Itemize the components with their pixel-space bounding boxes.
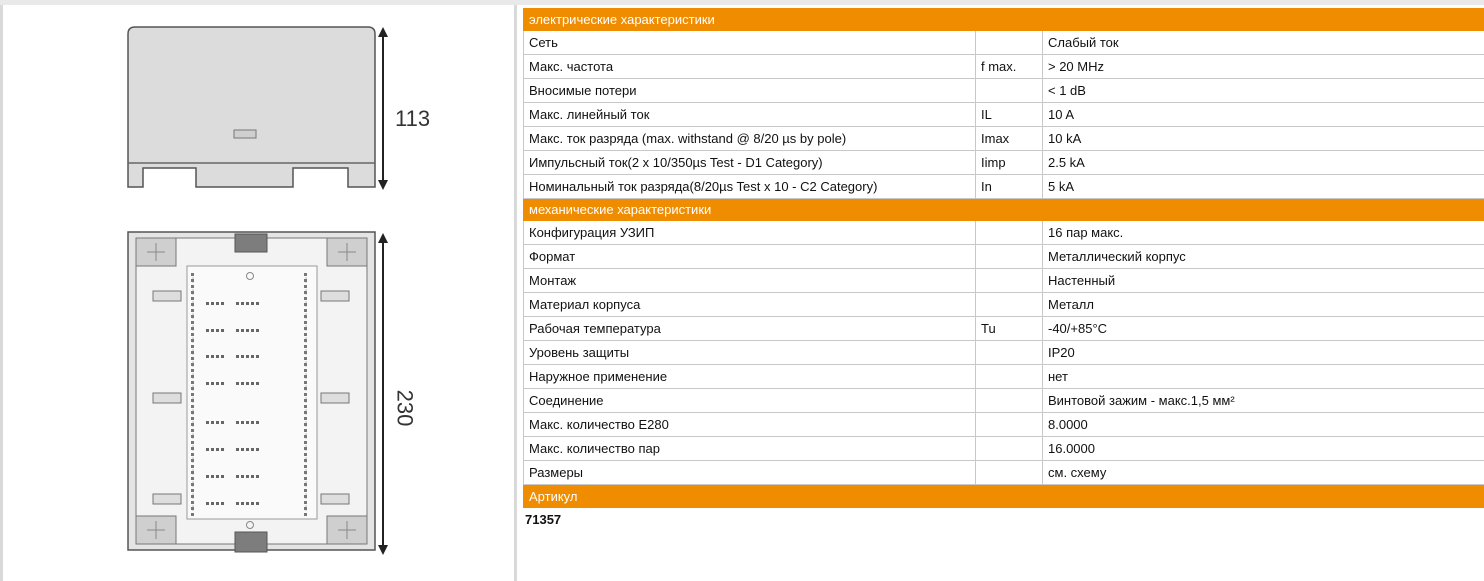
article-number: 71357 xyxy=(525,512,562,527)
spec-label: Сеть xyxy=(524,31,976,55)
board-edge-pin xyxy=(191,321,194,324)
spec-row xyxy=(524,413,1484,437)
terminal-dot xyxy=(256,382,259,385)
terminal-dot xyxy=(216,382,219,385)
terminal-dot xyxy=(236,302,239,305)
terminal-dot xyxy=(241,382,244,385)
board-edge-pin xyxy=(304,291,307,294)
spec-symbol xyxy=(976,389,1043,413)
board-edge-pin xyxy=(191,495,194,498)
terminal-dot xyxy=(241,448,244,451)
board-edge-pin xyxy=(191,393,194,396)
board-edge-pin xyxy=(304,477,307,480)
board-edge-pin xyxy=(191,285,194,288)
board-edge-pin xyxy=(191,501,194,504)
board-edge-pin xyxy=(304,435,307,438)
terminal-dot xyxy=(246,421,249,424)
spec-value: < 1 dB xyxy=(1043,79,1484,103)
spec-label: Вносимые потери xyxy=(524,79,976,103)
terminal-dot xyxy=(246,475,249,478)
board-edge-pin xyxy=(191,387,194,390)
board-edge-pin xyxy=(304,393,307,396)
spec-symbol xyxy=(976,461,1043,485)
drawing-panel xyxy=(0,5,517,581)
board-edge-pin xyxy=(304,483,307,486)
spec-row xyxy=(524,437,1484,461)
board-edge-pin xyxy=(304,459,307,462)
terminal-dot xyxy=(211,355,214,358)
spec-symbol xyxy=(976,293,1043,317)
board-edge-pin xyxy=(191,471,194,474)
spec-symbol: In xyxy=(976,175,1043,199)
article-title: Артикул xyxy=(524,486,1484,508)
terminal-dot xyxy=(236,421,239,424)
terminal-dot xyxy=(211,448,214,451)
board-edge-pin xyxy=(191,297,194,300)
board-edge-pin xyxy=(191,339,194,342)
board-edge-pin xyxy=(304,471,307,474)
spec-label: Макс. частота xyxy=(524,55,976,79)
terminal-dot xyxy=(256,302,259,305)
section-header xyxy=(524,9,1484,31)
spec-label: Уровень защиты xyxy=(524,341,976,365)
terminal-dot xyxy=(236,448,239,451)
board-edge-pin xyxy=(191,405,194,408)
board-edge-pin xyxy=(191,411,194,414)
spec-symbol: Iimp xyxy=(976,151,1043,175)
terminal-dot xyxy=(216,329,219,332)
section-header xyxy=(524,199,1484,221)
spec-table-container xyxy=(523,8,1484,534)
board-edge-pin xyxy=(191,351,194,354)
terminal-dot xyxy=(216,355,219,358)
terminal-dot xyxy=(251,421,254,424)
board-edge-pin xyxy=(191,453,194,456)
terminal-dot xyxy=(256,329,259,332)
spec-label: Размеры xyxy=(524,461,976,485)
spec-row xyxy=(524,341,1484,365)
terminal-dot xyxy=(236,475,239,478)
board-edge-pin xyxy=(304,315,307,318)
terminal-dot xyxy=(216,302,219,305)
terminal-dot xyxy=(221,329,224,332)
spec-table xyxy=(523,8,1484,485)
board-edge-pin xyxy=(304,441,307,444)
board-edge-pin xyxy=(191,303,194,306)
spec-row xyxy=(524,317,1484,341)
terminal-dot xyxy=(211,421,214,424)
board-edge-pin xyxy=(191,447,194,450)
board-edge-pin xyxy=(191,441,194,444)
board-edge-pin xyxy=(191,279,194,282)
board-edge-pin xyxy=(191,489,194,492)
board-edge-pin xyxy=(191,309,194,312)
board-edge-pin xyxy=(304,375,307,378)
spec-value: Слабый ток xyxy=(1043,31,1484,55)
terminal-dot xyxy=(221,302,224,305)
terminal-dot xyxy=(251,475,254,478)
section-title: механические характеристики xyxy=(524,199,1484,221)
terminal-dot xyxy=(241,329,244,332)
board-edge-pin xyxy=(191,291,194,294)
spec-value: 10 kA xyxy=(1043,127,1484,151)
board-edge-pin xyxy=(191,399,194,402)
board-edge-pin xyxy=(191,513,194,516)
spec-label: Конфигурация УЗИП xyxy=(524,221,976,245)
spec-value: 2.5 kA xyxy=(1043,151,1484,175)
spec-symbol xyxy=(976,221,1043,245)
terminal-dot xyxy=(206,329,209,332)
terminal-dot xyxy=(256,355,259,358)
board-edge-pin xyxy=(191,483,194,486)
board-edge-pin xyxy=(304,357,307,360)
spec-value: 5 kA xyxy=(1043,175,1484,199)
spec-label: Рабочая температура xyxy=(524,317,976,341)
terminal-dot xyxy=(251,329,254,332)
board-edge-pin xyxy=(191,369,194,372)
board-edge-pin xyxy=(304,417,307,420)
terminal-dot xyxy=(246,355,249,358)
front-view-drawing xyxy=(128,232,388,555)
terminal-dot xyxy=(216,448,219,451)
terminal-dot xyxy=(221,382,224,385)
spec-label: Макс. линейный ток xyxy=(524,103,976,127)
terminal-dot xyxy=(221,355,224,358)
terminal-dot xyxy=(236,355,239,358)
board-edge-pin xyxy=(191,363,194,366)
board-edge-pin xyxy=(304,513,307,516)
board-edge-pin xyxy=(191,327,194,330)
board-edge-pin xyxy=(191,333,194,336)
top-view-drawing xyxy=(128,27,388,190)
board-edge-pin xyxy=(191,357,194,360)
terminal-dot xyxy=(246,382,249,385)
board-edge-pin xyxy=(304,327,307,330)
spec-row xyxy=(524,175,1484,199)
spec-symbol xyxy=(976,269,1043,293)
board-edge-pin xyxy=(191,435,194,438)
spec-row xyxy=(524,293,1484,317)
board-edge-pin xyxy=(304,369,307,372)
spec-value: 16 пар макс. xyxy=(1043,221,1484,245)
board-edge-pin xyxy=(191,417,194,420)
spec-row xyxy=(524,103,1484,127)
board-edge-pin xyxy=(304,363,307,366)
spec-symbol xyxy=(976,413,1043,437)
section-title: электрические характеристики xyxy=(524,9,1484,31)
spec-symbol: f max. xyxy=(976,55,1043,79)
terminal-dot xyxy=(246,302,249,305)
board-edge-pin xyxy=(304,411,307,414)
board-edge-pin xyxy=(191,315,194,318)
terminal-dot xyxy=(246,448,249,451)
board-edge-pin xyxy=(304,453,307,456)
terminal-dot xyxy=(216,502,219,505)
board-edge-pin xyxy=(304,339,307,342)
board-edge-pin xyxy=(191,273,194,276)
board-edge-pin xyxy=(304,309,307,312)
board-edge-pin xyxy=(191,345,194,348)
terminal-dot xyxy=(246,502,249,505)
spec-label: Макс. ток разряда (max. withstand @ 8/20 µs by pole) xyxy=(524,127,976,151)
terminal-dot xyxy=(206,355,209,358)
board-edge-pin xyxy=(304,465,307,468)
terminal-dot xyxy=(221,421,224,424)
terminal-dot xyxy=(251,302,254,305)
spec-label: Соединение xyxy=(524,389,976,413)
terminal-dot xyxy=(251,448,254,451)
spec-row xyxy=(524,461,1484,485)
board-edge-pin xyxy=(304,285,307,288)
terminal-dot xyxy=(241,355,244,358)
spec-row xyxy=(524,365,1484,389)
spec-row xyxy=(524,245,1484,269)
spec-symbol xyxy=(976,31,1043,55)
spec-symbol xyxy=(976,245,1043,269)
spec-value: Металл xyxy=(1043,293,1484,317)
terminal-dot xyxy=(251,502,254,505)
spec-symbol xyxy=(976,79,1043,103)
board-edge-pin xyxy=(304,321,307,324)
section-header-article xyxy=(524,486,1484,508)
spec-label: Наружное применение xyxy=(524,365,976,389)
board-edge-pin xyxy=(304,501,307,504)
terminal-dot xyxy=(206,382,209,385)
board-edge-pin xyxy=(191,429,194,432)
spec-value: -40/+85°C xyxy=(1043,317,1484,341)
spec-row xyxy=(524,31,1484,55)
terminal-dot xyxy=(236,329,239,332)
terminal-dot xyxy=(206,302,209,305)
spec-value: Металлический корпус xyxy=(1043,245,1484,269)
terminal-dot xyxy=(241,502,244,505)
spec-value: нет xyxy=(1043,365,1484,389)
spec-symbol: IL xyxy=(976,103,1043,127)
board-edge-pin xyxy=(304,489,307,492)
terminal-dot xyxy=(251,382,254,385)
height-dimension-label: 113 xyxy=(395,106,431,131)
spec-row xyxy=(524,79,1484,103)
board-edge-pin xyxy=(304,387,307,390)
terminal-dot xyxy=(221,448,224,451)
terminal-dot xyxy=(256,475,259,478)
terminal-dot xyxy=(216,475,219,478)
dimension-drawing xyxy=(3,5,514,581)
terminal-dot xyxy=(211,302,214,305)
terminal-dot xyxy=(241,302,244,305)
terminal-dot xyxy=(236,382,239,385)
spec-value: Винтовой зажим - макс.1,5 мм² xyxy=(1043,389,1484,413)
spec-label: Импульсный ток(2 x 10/350µs Test - D1 Category) xyxy=(524,151,976,175)
terminal-dot xyxy=(256,502,259,505)
spec-symbol xyxy=(976,437,1043,461)
spec-value: 16.0000 xyxy=(1043,437,1484,461)
board-edge-pin xyxy=(304,351,307,354)
spec-label: Формат xyxy=(524,245,976,269)
board-edge-pin xyxy=(304,507,307,510)
spec-row xyxy=(524,221,1484,245)
board-edge-pin xyxy=(191,423,194,426)
spec-row xyxy=(524,269,1484,293)
spec-value: 10 A xyxy=(1043,103,1484,127)
board-edge-pin xyxy=(304,279,307,282)
terminal-dot xyxy=(256,448,259,451)
terminal-dot xyxy=(241,475,244,478)
spec-value: 8.0000 xyxy=(1043,413,1484,437)
spec-value: см. схему xyxy=(1043,461,1484,485)
spec-value: > 20 MHz xyxy=(1043,55,1484,79)
terminal-dot xyxy=(251,355,254,358)
terminal-dot xyxy=(246,329,249,332)
board-edge-pin xyxy=(304,399,307,402)
spec-label: Монтаж xyxy=(524,269,976,293)
board-edge-pin xyxy=(304,333,307,336)
board-edge-pin xyxy=(304,429,307,432)
spec-row xyxy=(524,389,1484,413)
spec-label: Материал корпуса xyxy=(524,293,976,317)
board-edge-pin xyxy=(191,381,194,384)
article-table xyxy=(523,485,1484,508)
spec-label: Макс. количество пар xyxy=(524,437,976,461)
board-edge-pin xyxy=(304,381,307,384)
terminal-dot xyxy=(221,475,224,478)
board-edge-pin xyxy=(304,405,307,408)
terminal-dot xyxy=(206,421,209,424)
terminal-dot xyxy=(236,502,239,505)
spec-value: Настенный xyxy=(1043,269,1484,293)
board-edge-pin xyxy=(304,447,307,450)
spec-row xyxy=(524,127,1484,151)
terminal-dot xyxy=(211,329,214,332)
board-edge-pin xyxy=(304,423,307,426)
board-edge-pin xyxy=(304,303,307,306)
board-edge-pin xyxy=(191,507,194,510)
spec-row xyxy=(524,151,1484,175)
terminal-dot xyxy=(221,502,224,505)
terminal-dot xyxy=(206,502,209,505)
board-edge-pin xyxy=(191,375,194,378)
spec-value: IP20 xyxy=(1043,341,1484,365)
terminal-dot xyxy=(211,502,214,505)
spec-symbol xyxy=(976,341,1043,365)
terminal-dot xyxy=(216,421,219,424)
board-edge-pin xyxy=(191,477,194,480)
board-edge-pin xyxy=(191,459,194,462)
board-edge-pin xyxy=(304,345,307,348)
width-dimension-label: 230 xyxy=(392,389,418,427)
terminal-dot xyxy=(211,382,214,385)
spec-label: Номинальный ток разряда(8/20µs Test x 10 - C2 Category) xyxy=(524,175,976,199)
terminal-dot xyxy=(241,421,244,424)
terminal-dot xyxy=(206,448,209,451)
spec-label: Макс. количество E280 xyxy=(524,413,976,437)
spec-symbol: Tu xyxy=(976,317,1043,341)
spec-row xyxy=(524,55,1484,79)
terminal-dot xyxy=(256,421,259,424)
terminal-dot xyxy=(206,475,209,478)
terminal-dot xyxy=(211,475,214,478)
spec-symbol xyxy=(976,365,1043,389)
board-edge-pin xyxy=(304,495,307,498)
board-edge-pin xyxy=(304,273,307,276)
board-edge-pin xyxy=(191,465,194,468)
board-edge-pin xyxy=(304,297,307,300)
spec-symbol: Imax xyxy=(976,127,1043,151)
